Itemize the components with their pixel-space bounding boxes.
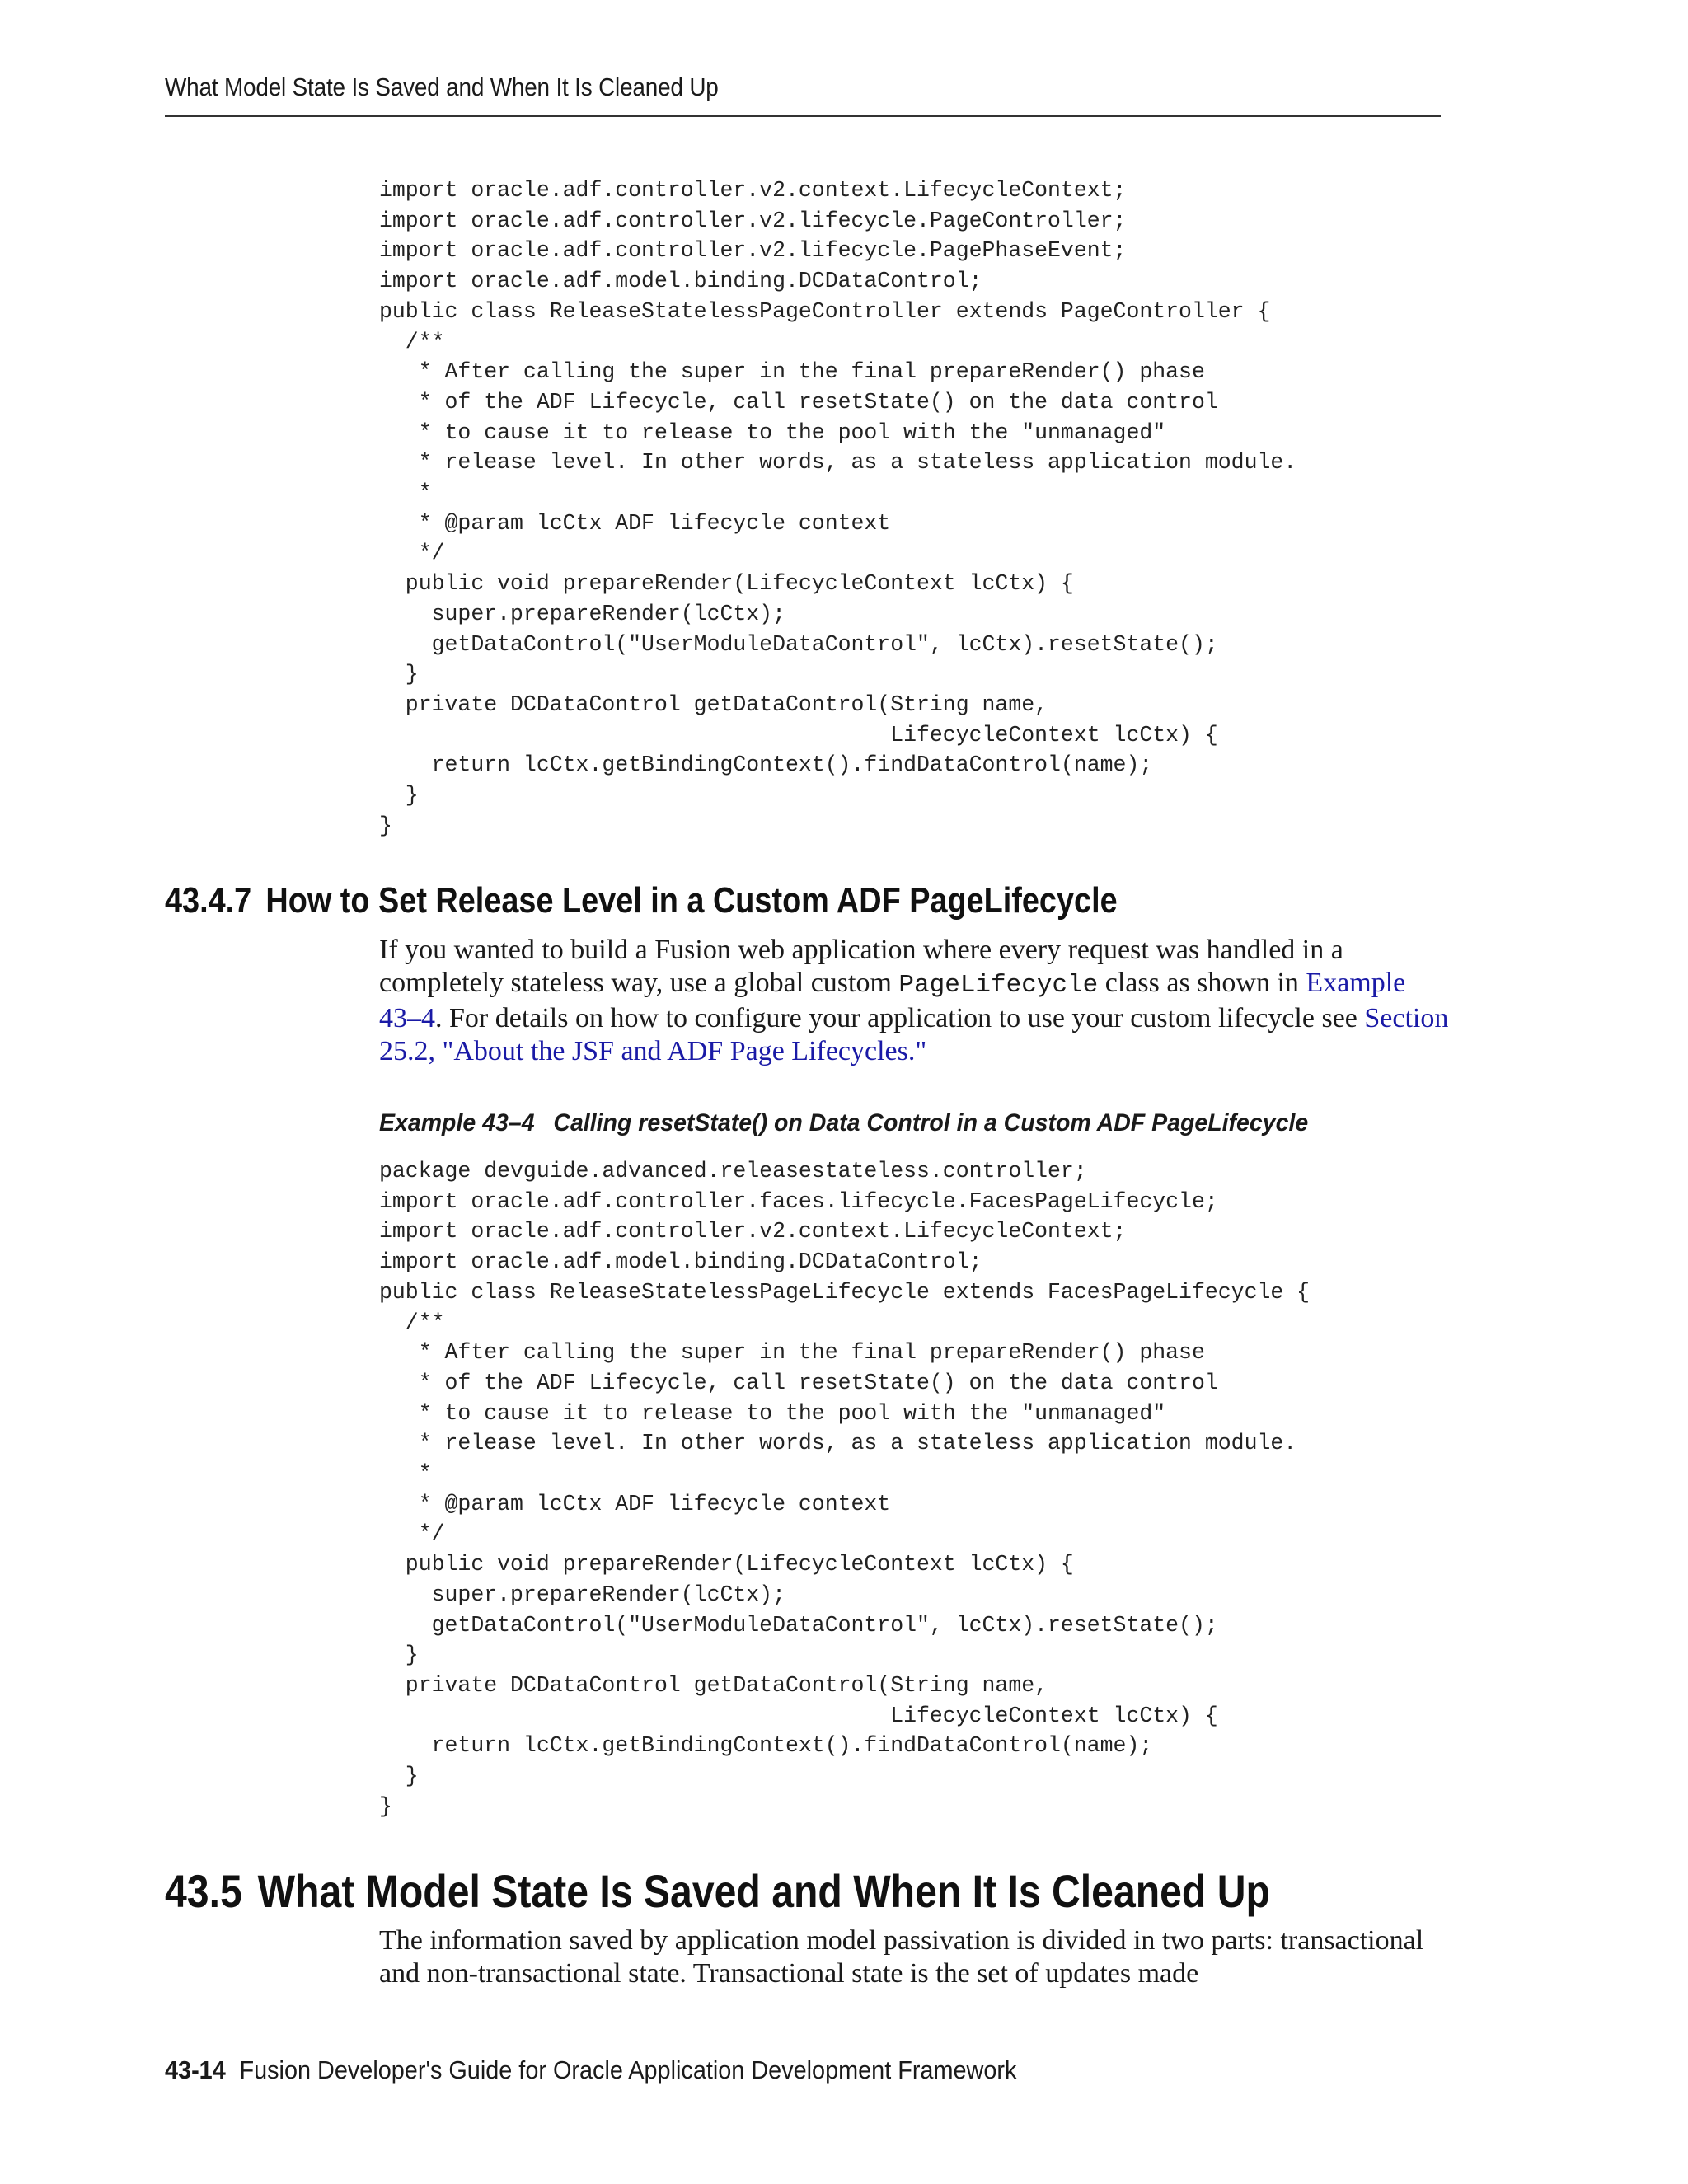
header-divider: [165, 115, 1441, 117]
book-title: Fusion Developer's Guide for Oracle Application Development Framework: [239, 2055, 1017, 2084]
section-paragraph: The information saved by application model passivation is divided in two parts: transactional and non-transactional state. Transactional state is the set of updates made: [379, 1925, 1424, 1989]
page-number: 43-14: [165, 2055, 226, 2084]
paragraph-text: class as shown in: [1098, 968, 1306, 998]
running-header: What Model State Is Saved and When It Is Cleaned Up: [165, 73, 719, 101]
section-number: 43.5: [165, 1865, 242, 1917]
example-caption: [379, 1109, 1308, 1137]
example-link[interactable]: Example 43–4: [379, 968, 1406, 1033]
code-block-page-lifecycle: package devguide.advanced.releasestateless.controller; import oracle.adf.controller.faces.lifecycle.FacesPageLifecycle; import oracle.adf.controller.v2.context.LifecycleContext; import oracle.adf.model.binding.DCDataControl; public class ReleaseStatelessPageLifecycle extends FacesPageLifecycle { /** * After calling the super in the final prepareRender() phase * of the ADF Lifecycle, call resetState() on the data control * to cause it to release to the pool with the "unmanaged" * release level. In other words, as a stateless application module. * * @param lcCtx ADF lifecycle context */ public void prepareRender(LifecycleContext lcCtx) { super.prepareRender(lcCtx); getDataControl("UserModuleDataControl", lcCtx).resetState(); } private DCDataControl getDataControl(String name, LifecycleContext lcCtx) { return lcCtx.getBindingContext().findDataControl(name); } }: [379, 1159, 1311, 1819]
page-footer: [165, 2055, 1016, 2085]
code-block-page-controller: import oracle.adf.controller.v2.context.LifecycleContext; import oracle.adf.controller.v2.lifecycle.PageController; import oracle.adf.controller.v2.lifecycle.PagePhaseEvent; import oracle.adf.model.binding.DCDataControl; public class ReleaseStatelessPageController extends PageController { /** * After calling the super in the final prepareRender() phase * of the ADF Lifecycle, call resetState() on the data control * to cause it to release to the pool with the "unmanaged" * release level. In other words, as a stateless application module. * * @param lcCtx ADF lifecycle context */ public void prepareRender(LifecycleContext lcCtx) { super.prepareRender(lcCtx); getDataControl("UserModuleDataControl", lcCtx).resetState(); } private DCDataControl getDataControl(String name, LifecycleContext lcCtx) { return lcCtx.getBindingContext().findDataControl(name); } }: [379, 178, 1297, 838]
example-title: Calling resetState() on Data Control in a Custom ADF PageLifecycle: [553, 1109, 1309, 1137]
section-link[interactable]: Section 25.2, "About the JSF and ADF Page Lifecycles.": [379, 1003, 1449, 1066]
paragraph-text: . For details on how to configure your application to use your custom lifecycle see: [435, 1003, 1365, 1033]
section-paragraph: [379, 934, 1451, 1068]
inline-code: PageLifecycle: [898, 971, 1099, 1000]
section-number: 43.4.7: [165, 880, 252, 921]
paragraph-text: If you wanted to build a Fusion web application where every request was handled in a completely stateless way, use a global custom: [379, 935, 1343, 998]
example-label: Example 43–4: [379, 1109, 535, 1137]
section-title: How to Set Release Level in a Custom ADF PageLifecycle: [265, 880, 1118, 921]
section-heading-43-5: [165, 1864, 1270, 1918]
section-title: What Model State Is Saved and When It Is Cleaned Up: [257, 1865, 1270, 1917]
section-heading-43-4-7: [165, 880, 1118, 921]
